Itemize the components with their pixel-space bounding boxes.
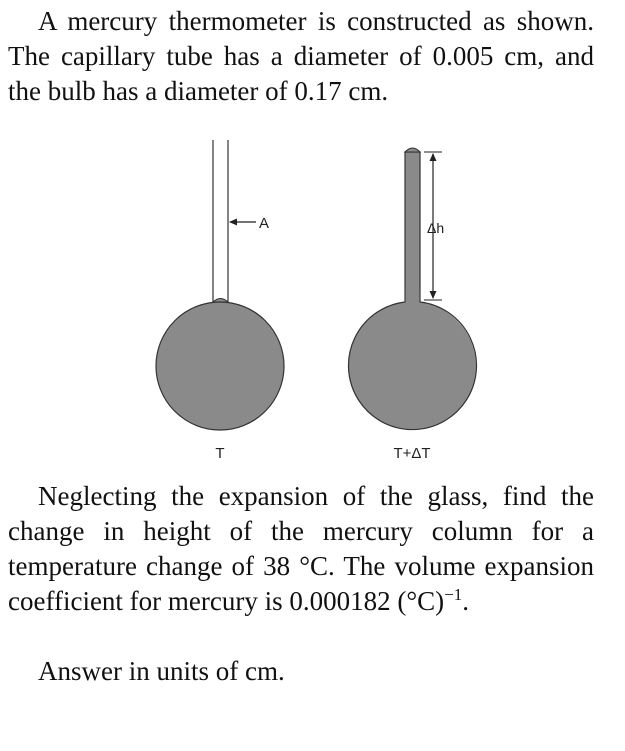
right-mercury-column [405, 152, 420, 302]
thermometer-figure [0, 130, 625, 470]
right-thermometer [348, 148, 477, 462]
question-text: Neglecting the expansion of the glass, find the change in height of the mercury column for a temperature change of 38 °C. The volume expansion coefficient for mercury is 0.000182 (°C) [8, 481, 594, 616]
dh-arrow-head-bottom [430, 291, 437, 299]
dh-arrow-head-top [430, 153, 437, 161]
intro-text: A mercury thermometer is constructed as shown. The capillary tube has a diameter of 0.005 cm, and the bulb has a diameter of 0.17 cm. [8, 6, 594, 106]
answer-prompt: Answer in units of cm. [38, 656, 285, 686]
left-thermometer [156, 140, 284, 462]
problem-intro [8, 4, 594, 109]
level-arrow-label: A [259, 215, 270, 232]
problem-question [8, 479, 594, 619]
right-meniscus [405, 148, 420, 152]
thermometer-diagram [0, 130, 625, 470]
question-end: . [462, 586, 470, 616]
right-temperature-label: T+ΔT [393, 445, 431, 462]
dh-label: Δh [427, 220, 445, 236]
left-temperature-label: T [215, 445, 225, 462]
level-arrow-head [229, 219, 237, 226]
left-bulb [156, 302, 284, 430]
right-bulb-neck [406, 290, 420, 306]
exponent: −1 [444, 585, 463, 604]
